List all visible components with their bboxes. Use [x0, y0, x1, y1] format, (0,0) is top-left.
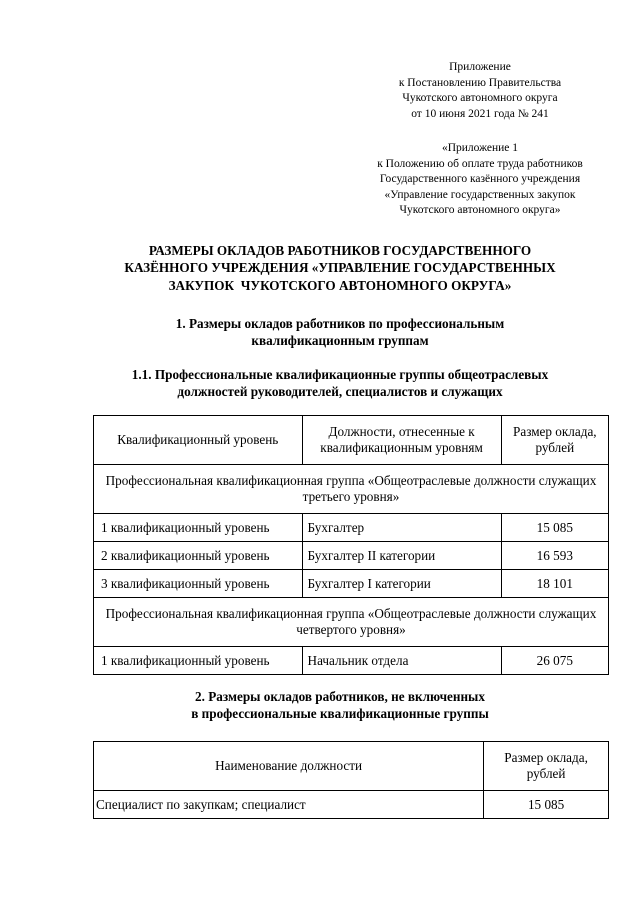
document-title-line: ЗАКУПОК ЧУКОТСКОГО АВТОНОМНОГО ОКРУГА»: [168, 277, 512, 293]
cell-position: Бухгалтер I категории: [302, 570, 501, 598]
annex-line: к Постановлению Правительства: [398, 76, 562, 89]
cell-level: 1 квалификационный уровень: [94, 514, 303, 542]
section-1-1-heading: [60, 366, 620, 401]
annex-inner-line: Чукотского автономного округа»: [399, 204, 561, 217]
annex-inner-header: [340, 141, 620, 219]
document-title: [60, 242, 620, 294]
table-header-row: [94, 416, 609, 465]
document-title-line: РАЗМЕРЫ ОКЛАДОВ РАБОТНИКОВ ГОСУДАРСТВЕННОГО: [148, 243, 532, 258]
group-title: Профессиональная квалификационная группа «Общеотраслевые должности служащих четвертого уровня»: [94, 598, 609, 647]
annex-header: [340, 60, 620, 122]
cell-salary: 15 085: [501, 514, 608, 542]
cell-salary: 15 085: [484, 791, 609, 819]
section-1-heading-line: 1. Размеры окладов работников по профессиональным: [175, 316, 505, 331]
section-1-heading: [60, 315, 620, 350]
section-1-heading-line: квалификационным группам: [251, 333, 429, 349]
table-row: [94, 570, 609, 598]
table-row: [94, 647, 609, 675]
annex-line: Чукотского автономного округа: [402, 92, 558, 105]
cell-salary: 26 075: [501, 647, 608, 675]
section-2-heading: [60, 688, 620, 723]
header-salary: Размер оклада, рублей: [484, 742, 609, 791]
table-row: [94, 514, 609, 542]
salary-table-other-positions: [93, 741, 609, 819]
annex-line: Приложение: [449, 61, 511, 73]
group-row: [94, 598, 609, 647]
section-1-1-heading-line: должностей руководителей, специалистов и служащих: [177, 384, 503, 400]
cell-salary: 16 593: [501, 542, 608, 570]
annex-inner-line: к Положению об оплате труда работников: [377, 157, 583, 170]
cell-level: 1 квалификационный уровень: [94, 647, 303, 675]
table-row: [94, 791, 609, 819]
annex-inner-line: Государственного казённого учреждения: [379, 173, 581, 186]
salary-table-qualification-groups: [93, 415, 609, 675]
annex-inner-line: «Управление государственных закупок: [384, 188, 576, 201]
header-position-name: Наименование должности: [94, 742, 484, 791]
annex-inner-line: «Приложение 1: [441, 142, 519, 154]
section-2-heading-line: в профессиональные квалификационные группы: [191, 706, 489, 722]
cell-position: Бухгалтер: [302, 514, 501, 542]
section-1-1-heading-line: 1.1. Профессиональные квалификационные группы общеотраслевых: [131, 367, 549, 382]
table-row: [94, 542, 609, 570]
section-2-heading-line: 2. Размеры окладов работников, не включенных: [195, 689, 485, 704]
header-salary: Размер оклада, рублей: [501, 416, 608, 465]
cell-position: Бухгалтер II категории: [302, 542, 501, 570]
annex-line: от 10 июня 2021 года № 241: [411, 107, 549, 120]
cell-salary: 18 101: [501, 570, 608, 598]
header-qualification-level: Квалификационный уровень: [94, 416, 303, 465]
cell-level: 3 квалификационный уровень: [94, 570, 303, 598]
header-positions: Должности, отнесенные к квалификационным уровням: [302, 416, 501, 465]
document-title-line: КАЗЁННОГО УЧРЕЖДЕНИЯ «УПРАВЛЕНИЕ ГОСУДАРСТВЕННЫХ: [124, 260, 556, 276]
table-header-row: [94, 742, 609, 791]
group-title: Профессиональная квалификационная группа «Общеотраслевые должности служащих третьего уровня»: [94, 465, 609, 514]
cell-position: Начальник отдела: [302, 647, 501, 675]
cell-position: Специалист по закупкам; специалист: [94, 791, 484, 819]
group-row: [94, 465, 609, 514]
cell-level: 2 квалификационный уровень: [94, 542, 303, 570]
